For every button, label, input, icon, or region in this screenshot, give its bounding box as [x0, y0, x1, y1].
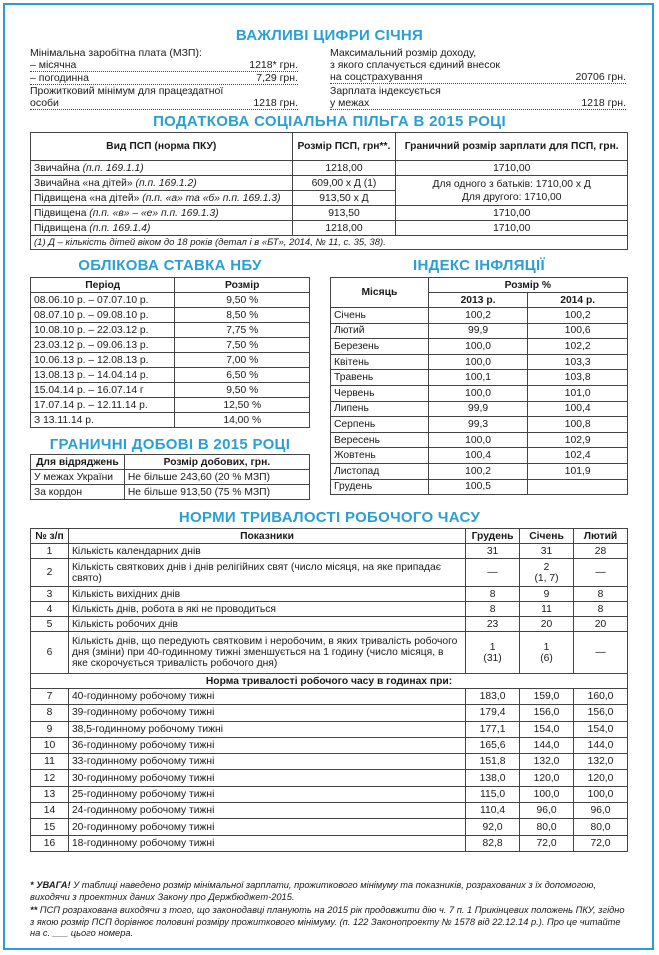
work-january: 80,0	[520, 819, 574, 835]
work-february: —	[574, 559, 628, 587]
tax-row-ref: (п.п. 169.1.2)	[135, 177, 197, 189]
work-december: 179,4	[466, 705, 520, 721]
work-january: 132,0	[520, 754, 574, 770]
work-num: 14	[31, 803, 69, 819]
inflation-2014: 100,6	[528, 323, 628, 339]
tax-row-ref: (п.п. 169.1.4)	[89, 222, 151, 234]
work-january: 120,0	[520, 770, 574, 786]
work-indicator: 39-годинному робочому тижні	[68, 705, 465, 721]
nbu-period: 08.07.10 р. – 09.08.10 р.	[31, 308, 175, 323]
tax-row-ref: (п.п. 169.1.1)	[82, 162, 144, 174]
work-december: 8	[466, 587, 520, 602]
tax-merged-limit-1: Для одного з батьків: 1710,00 х Д	[432, 178, 591, 190]
tax-row-name: Підвищена «на дітей»	[34, 192, 140, 204]
table-row	[331, 308, 628, 324]
nbu-rate: 9,50 %	[175, 383, 310, 398]
table-row	[31, 308, 310, 323]
work-january: 11	[520, 602, 574, 617]
subsistence-row	[30, 97, 298, 110]
work-january: 9	[520, 587, 574, 602]
table-row	[31, 323, 310, 338]
min-wage-label: Мінімальна заробітна плата (МЗП):	[30, 47, 202, 59]
work-num: 9	[31, 721, 69, 737]
table-row	[31, 206, 628, 221]
inflation-month: Грудень	[331, 479, 429, 495]
work-time-table	[30, 528, 628, 852]
table-row	[31, 721, 628, 737]
work-february: 144,0	[574, 737, 628, 753]
monthly-label: – місячна	[30, 59, 77, 71]
nbu-period: 10.06.13 р. – 12.08.13 р.	[31, 353, 175, 368]
indexed-value: 1218 грн.	[581, 97, 626, 109]
work-december: 151,8	[466, 754, 520, 770]
work-indicator: Кількість календарних днів	[68, 544, 465, 559]
table-row	[31, 176, 628, 191]
footnote-2-mark: **	[30, 905, 38, 915]
inflation-2013: 100,0	[428, 432, 528, 448]
hourly-value: 7,29 грн.	[256, 72, 298, 84]
work-december: 138,0	[466, 770, 520, 786]
nbu-rate: 9,50 %	[175, 293, 310, 308]
work-num: 1	[31, 544, 69, 559]
subsistence-label-2: особи	[30, 97, 59, 109]
work-december: 110,4	[466, 803, 520, 819]
tax-row-size: 1218,00	[292, 161, 396, 176]
inflation-table	[330, 277, 628, 495]
inflation-2014: 102,2	[528, 339, 628, 355]
work-january: 31	[520, 544, 574, 559]
work-december: 183,0	[466, 689, 520, 705]
inflation-2013: 100,0	[428, 339, 528, 355]
hourly-row	[30, 72, 298, 85]
table-row	[31, 368, 310, 383]
footnote-1	[30, 880, 630, 903]
work-january: 100,0	[520, 786, 574, 802]
inflation-2014: 100,8	[528, 417, 628, 433]
work-header-february: Лютий	[574, 529, 628, 544]
nbu-rate: 7,50 %	[175, 338, 310, 353]
table-row	[331, 448, 628, 464]
work-num: 2	[31, 559, 69, 587]
table-row	[31, 161, 628, 176]
inflation-2013: 99,3	[428, 417, 528, 433]
table-row	[331, 417, 628, 433]
work-indicator: Кількість святкових днів і днів релігійних свят (число місяця, на яке припадає свято)	[68, 559, 465, 587]
table-row	[31, 835, 628, 851]
work-january: 72,0	[520, 835, 574, 851]
work-december: —	[466, 559, 520, 587]
inflation-header-2014: 2014 р.	[528, 293, 628, 308]
nbu-rate: 14,00 %	[175, 413, 310, 428]
max-income-value: 20706 грн.	[575, 71, 626, 83]
work-header-num: № з/п	[31, 529, 69, 544]
table-row	[31, 544, 628, 559]
table-row	[331, 323, 628, 339]
inflation-month: Лютий	[331, 323, 429, 339]
work-february: 160,0	[574, 689, 628, 705]
nbu-period: 23.03.12 р. – 09.06.13 р.	[31, 338, 175, 353]
inflation-2014: 102,4	[528, 448, 628, 464]
table-row	[31, 587, 628, 602]
key-figures-title: ВАЖЛИВІ ЦИФРИ СІЧНЯ	[235, 27, 424, 44]
inflation-2013: 99,9	[428, 323, 528, 339]
table-row	[331, 463, 628, 479]
work-february: 96,0	[574, 803, 628, 819]
tax-benefit-table	[30, 132, 628, 250]
work-december: 177,1	[466, 721, 520, 737]
daily-header-size: Розмір добових, грн.	[124, 455, 309, 470]
work-february: 100,0	[574, 786, 628, 802]
work-indicator: 36-годинному робочому тижні	[68, 737, 465, 753]
daily-limits-table	[30, 454, 310, 500]
indexed-label-2: у межах	[330, 97, 370, 109]
inflation-month: Травень	[331, 370, 429, 386]
daily-row-size: Не більше 243,60 (20 % МЗП)	[124, 470, 309, 485]
work-num: 11	[31, 754, 69, 770]
table-row	[31, 602, 628, 617]
work-indicator: Кількість вихідних днів	[68, 587, 465, 602]
inflation-month: Січень	[331, 308, 429, 324]
work-num: 16	[31, 835, 69, 851]
work-num: 8	[31, 705, 69, 721]
inflation-2013: 100,2	[428, 463, 528, 479]
work-indicator: Кількість днів, робота в які не проводиться	[68, 602, 465, 617]
tax-row-limit: 1710,00	[396, 206, 628, 221]
footnote-2	[30, 905, 630, 940]
work-february: 8	[574, 587, 628, 602]
work-december: 23	[466, 617, 520, 632]
work-num: 6	[31, 632, 69, 674]
inflation-2014: 103,8	[528, 370, 628, 386]
table-row	[31, 689, 628, 705]
work-december: 31	[466, 544, 520, 559]
inflation-title: ІНДЕКС ІНФЛЯЦІЇ	[413, 257, 545, 274]
tax-row-size: 609,00 х Д (1)	[292, 176, 396, 191]
nbu-rate: 6,50 %	[175, 368, 310, 383]
max-income-label-1: Максимальний розмір доходу,	[330, 47, 477, 59]
inflation-month: Липень	[331, 401, 429, 417]
tax-row-name: Підвищена	[34, 222, 87, 234]
work-indicator: 38,5-годинному робочому тижні	[68, 721, 465, 737]
monthly-row	[30, 59, 298, 72]
work-num: 10	[31, 737, 69, 753]
table-row	[31, 338, 310, 353]
work-header-indicator: Показники	[68, 529, 465, 544]
tax-merged-limit	[396, 176, 628, 206]
inflation-month: Жовтень	[331, 448, 429, 464]
table-row	[31, 786, 628, 802]
nbu-header-period: Період	[31, 278, 175, 293]
inflation-month: Серпень	[331, 417, 429, 433]
subsistence-value: 1218 грн.	[253, 97, 298, 109]
work-num: 7	[31, 689, 69, 705]
nbu-period: З 13.11.14 р.	[31, 413, 175, 428]
work-header-january: Січень	[520, 529, 574, 544]
table-row	[31, 737, 628, 753]
table-row	[331, 354, 628, 370]
table-row	[331, 385, 628, 401]
inflation-month: Березень	[331, 339, 429, 355]
tax-row-name: Звичайна	[34, 162, 80, 174]
table-row	[31, 293, 310, 308]
work-december: 82,8	[466, 835, 520, 851]
daily-limits-title: ГРАНИЧНІ ДОБОВІ В 2015 РОЦІ	[49, 436, 291, 453]
work-indicator: 20-годинному робочому тижні	[68, 819, 465, 835]
inflation-2013: 100,4	[428, 448, 528, 464]
nbu-period: 08.06.10 р. – 07.07.10 р.	[31, 293, 175, 308]
daily-header-trip: Для відряджень	[31, 455, 125, 470]
nbu-rate: 8,50 %	[175, 308, 310, 323]
work-february: 8	[574, 602, 628, 617]
work-indicator: 40-годинному робочому тижні	[68, 689, 465, 705]
work-december: 92,0	[466, 819, 520, 835]
table-row	[31, 705, 628, 721]
inflation-2014: 101,9	[528, 463, 628, 479]
tax-header-type: Вид ПСП (норма ПКУ)	[31, 133, 293, 161]
table-row	[31, 470, 310, 485]
nbu-rate: 7,00 %	[175, 353, 310, 368]
table-row	[331, 339, 628, 355]
work-december: 115,0	[466, 786, 520, 802]
inflation-2013: 100,5	[428, 479, 528, 495]
work-january: 20	[520, 617, 574, 632]
monthly-value: 1218* грн.	[249, 59, 298, 71]
inflation-month: Квітень	[331, 354, 429, 370]
work-february: 154,0	[574, 721, 628, 737]
work-num: 13	[31, 786, 69, 802]
nbu-period: 15.04.14 р. – 16.07.14 г	[31, 383, 175, 398]
work-indicator: 25-годинному робочому тижні	[68, 786, 465, 802]
work-subheader: Норма тривалості робочого часу в годинах при:	[31, 674, 628, 689]
tax-header-size: Розмір ПСП, грн**.	[292, 133, 396, 161]
footnote-1-mark: * УВАГА!	[30, 880, 71, 890]
work-february: —	[574, 632, 628, 674]
table-row	[31, 221, 628, 236]
work-num: 4	[31, 602, 69, 617]
work-january: 154,0	[520, 721, 574, 737]
work-indicator: Кількість робочих днів	[68, 617, 465, 632]
daily-row-trip: У межах України	[31, 470, 125, 485]
tax-header-limit: Граничний розмір зарплати для ПСП, грн.	[396, 133, 628, 161]
max-income-label-2: з якого сплачується єдиний внесок	[330, 59, 501, 71]
table-row	[31, 803, 628, 819]
work-time-title: НОРМИ ТРИВАЛОСТІ РОБОЧОГО ЧАСУ	[178, 509, 481, 526]
table-row	[31, 754, 628, 770]
work-indicator: 24-годинному робочому тижні	[68, 803, 465, 819]
max-income-row	[330, 71, 626, 84]
work-january: 96,0	[520, 803, 574, 819]
tax-row-size: 1218,00	[292, 221, 396, 236]
footnote-1-text: У таблиці наведено розмір мінімальної зарплати, прожиткового мінімуму та показників, розрахованих з їх допомогою, виходячи з проектних даних Закону про Держбюджет-2015.	[30, 880, 596, 902]
work-february: 132,0	[574, 754, 628, 770]
work-december: 165,6	[466, 737, 520, 753]
nbu-period: 13.08.13 р. – 14.04.14 р.	[31, 368, 175, 383]
work-february: 20	[574, 617, 628, 632]
work-february: 156,0	[574, 705, 628, 721]
tax-merged-limit-2: Для другого: 1710,00	[461, 191, 562, 203]
work-december: 1 (31)	[466, 632, 520, 674]
nbu-header-rate: Розмір	[175, 278, 310, 293]
work-january: 159,0	[520, 689, 574, 705]
work-february: 72,0	[574, 835, 628, 851]
hourly-label: – погодинна	[30, 72, 89, 84]
tax-note: (1) Д – кількість дітей віком до 18 років (детал і в «БТ», 2014, № 11, с. 35, 38).	[31, 236, 628, 250]
inflation-2014: 103,3	[528, 354, 628, 370]
inflation-2014	[528, 479, 628, 495]
table-row	[31, 770, 628, 786]
tax-row-size: 913,50 х Д	[292, 191, 396, 206]
nbu-rate: 7,75 %	[175, 323, 310, 338]
table-row	[31, 632, 628, 674]
work-num: 5	[31, 617, 69, 632]
inflation-header-month: Місяць	[331, 278, 429, 308]
inflation-2014: 101,0	[528, 385, 628, 401]
work-num: 15	[31, 819, 69, 835]
nbu-period: 17.07.14 р. – 12.11.14 р.	[31, 398, 175, 413]
inflation-2014: 100,4	[528, 401, 628, 417]
inflation-2014: 102,9	[528, 432, 628, 448]
footnote-2-text: ПСП розрахована виходячи з того, що законодавці планують на 2015 рік продовжити дію ч. 7 п. 1 Прикінцевих положень ПКУ, згідно з якою розмір ПСП дорівнює половині розміру прожиткового мінімуму. (п. 122 Законопроекту № 1578 від 22.12.14 р.). Про це читайте на с. ___ цього номера.	[30, 905, 625, 938]
work-indicator: Кількість днів, що передують святковим і неробочим, в яких тривалість робочого дня (зміни) при 40-годинному тижні зменшується на 1 годину (число місяця, в яке скорочується тривалість робочого дня)	[68, 632, 465, 674]
tax-row-name: Звичайна «на дітей»	[34, 177, 133, 189]
work-january: 1 (6)	[520, 632, 574, 674]
table-row	[31, 819, 628, 835]
work-january: 144,0	[520, 737, 574, 753]
inflation-month: Червень	[331, 385, 429, 401]
work-num: 12	[31, 770, 69, 786]
work-january: 156,0	[520, 705, 574, 721]
inflation-2013: 100,1	[428, 370, 528, 386]
table-row	[31, 617, 628, 632]
nbu-period: 10.08.10 р. – 22.03.12 р.	[31, 323, 175, 338]
nbu-rate-title: ОБЛІКОВА СТАВКА НБУ	[78, 257, 262, 274]
table-row	[31, 383, 310, 398]
work-january: 2 (1, 7)	[520, 559, 574, 587]
table-row	[31, 559, 628, 587]
tax-row-name: Підвищена	[34, 207, 87, 219]
work-february: 80,0	[574, 819, 628, 835]
nbu-rate: 12,50 %	[175, 398, 310, 413]
indexed-row	[330, 97, 626, 110]
inflation-2013: 99,9	[428, 401, 528, 417]
work-indicator: 33-годинному робочому тижні	[68, 754, 465, 770]
inflation-header-2013: 2013 р.	[428, 293, 528, 308]
subsistence-label-1: Прожитковий мінімум для працездатної	[30, 85, 224, 97]
table-row	[31, 398, 310, 413]
table-row	[31, 353, 310, 368]
table-row	[331, 479, 628, 495]
tax-row-limit: 1710,00	[396, 221, 628, 236]
inflation-2014: 100,2	[528, 308, 628, 324]
table-row	[31, 413, 310, 428]
nbu-rate-table	[30, 277, 310, 428]
inflation-month: Вересень	[331, 432, 429, 448]
tax-row-ref: (п.п. «в» – «е» п.п. 169.1.3)	[89, 207, 219, 219]
work-indicator: 30-годинному робочому тижні	[68, 770, 465, 786]
daily-row-trip: За кордон	[31, 485, 125, 500]
max-income-label-3: на соцстрахування	[330, 71, 423, 83]
inflation-header-size: Розмір %	[428, 278, 627, 293]
tax-row-limit: 1710,00	[396, 161, 628, 176]
indexed-label-1: Зарплата індексується	[330, 85, 441, 97]
daily-row-size: Не більше 913,50 (75 % МЗП)	[124, 485, 309, 500]
inflation-2013: 100,2	[428, 308, 528, 324]
table-row	[331, 370, 628, 386]
inflation-month: Листопад	[331, 463, 429, 479]
table-row	[331, 401, 628, 417]
tax-row-size: 913,50	[292, 206, 396, 221]
work-december: 8	[466, 602, 520, 617]
table-row	[331, 432, 628, 448]
inflation-2013: 100,0	[428, 354, 528, 370]
inflation-2013: 100,0	[428, 385, 528, 401]
tax-row-ref: (п.п. «а» та «б» п.п. 169.1.3)	[142, 192, 281, 204]
tax-benefit-title: ПОДАТКОВА СОЦІАЛЬНА ПІЛЬГА В 2015 РОЦІ	[153, 113, 506, 130]
table-row	[31, 485, 310, 500]
work-indicator: 18-годинному робочому тижні	[68, 835, 465, 851]
work-february: 120,0	[574, 770, 628, 786]
work-february: 28	[574, 544, 628, 559]
work-header-december: Грудень	[466, 529, 520, 544]
work-num: 3	[31, 587, 69, 602]
